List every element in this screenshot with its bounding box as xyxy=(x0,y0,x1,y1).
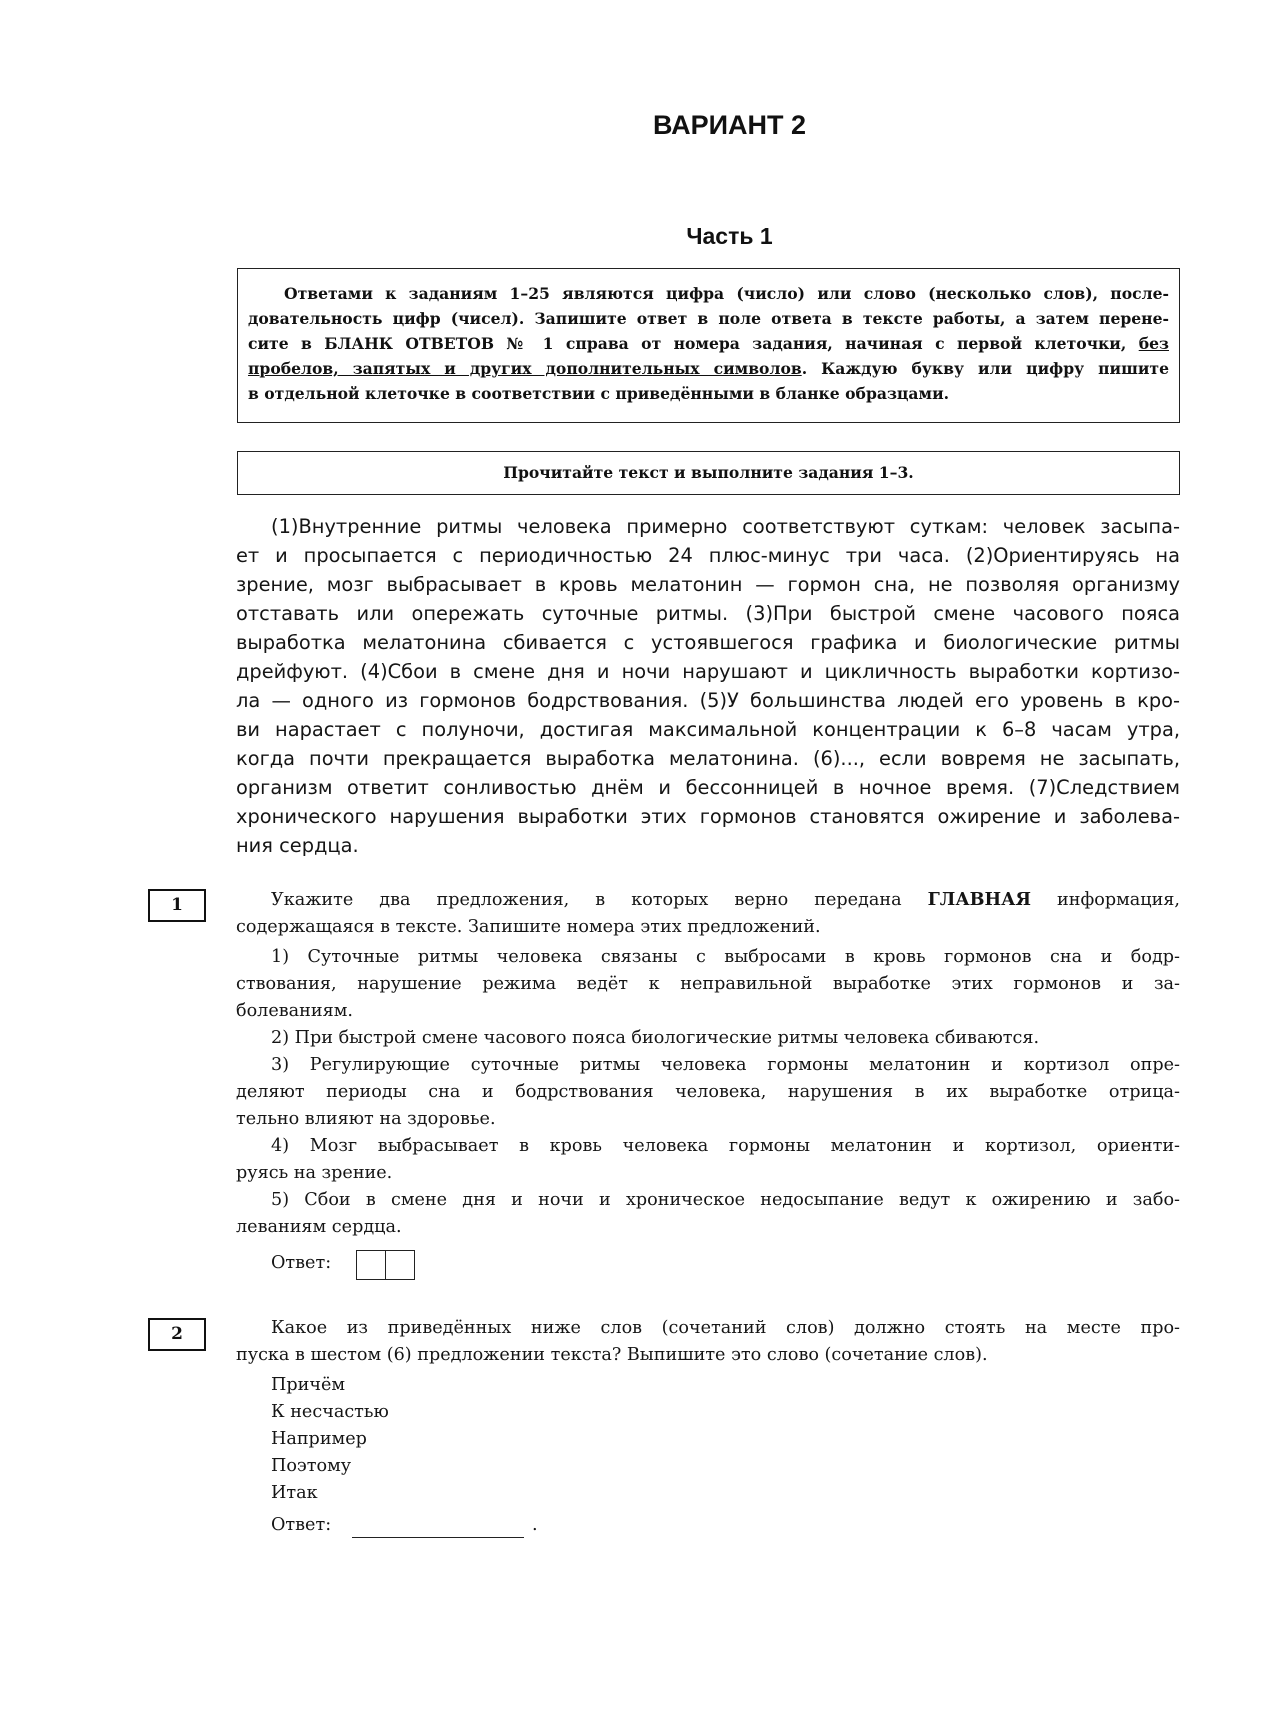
task-2-text xyxy=(236,1315,1180,1507)
task-1-option-3: 3) Регулирующие суточные ритмы человека гормоны мелатонин и кортизол опре- xyxy=(271,1055,1180,1075)
task-1-option-1: болеваниям. xyxy=(236,1001,353,1021)
task-2-option: Итак xyxy=(271,1483,318,1503)
read-instruction: Прочитайте текст и выполните задания 1–3. xyxy=(237,451,1180,495)
task-2-prompt: Какое из приведённых ниже слов (сочетаний слов) должно стоять на месте про- xyxy=(271,1318,1180,1338)
passage-line: хронического нарушения выработки этих гормонов становятся ожирение и заболева- xyxy=(236,805,1180,828)
passage-line: ви нарастает с полуночи, достигая максимальной концентрации к 6–8 часам утра, xyxy=(236,718,1180,741)
task-1-prompt-part: Укажите два предложения, в которых верно передана xyxy=(271,890,928,910)
instructions-text: сите в БЛАНК ОТВЕТОВ № 1 справа от номера задания, начиная с первой клеточки, xyxy=(248,334,1127,353)
part-title: Часть 1 xyxy=(686,223,773,249)
task-2-option: Причём xyxy=(271,1375,346,1395)
instructions-line xyxy=(248,356,1169,381)
answer-cell[interactable] xyxy=(385,1250,415,1280)
task-2-answer-label: Ответ: xyxy=(271,1515,332,1535)
instructions-underlined: без xyxy=(1138,334,1169,353)
task-1-answer-label: Ответ: xyxy=(271,1253,332,1273)
task-2-number: 2 xyxy=(148,1318,206,1351)
passage-line: выработка мелатонина сбивается с устоявшегося графика и биологические ритмы xyxy=(236,631,1180,654)
passage-text xyxy=(236,512,1180,860)
passage-line: ла — одного из гормонов бодрствования. (5)У большинства людей его уровень в кро- xyxy=(236,689,1180,712)
passage-line: когда почти прекращается выработка мелатонина. (6)..., если вовремя не засыпать, xyxy=(236,747,1180,770)
instructions-line: Ответами к заданиям 1–25 являются цифра (число) или слово (несколько слов), после- xyxy=(284,284,1169,303)
instructions-box xyxy=(237,268,1180,423)
task-1-option-1: 1) Суточные ритмы человека связаны с выбросами в кровь гормонов сна и бодр- xyxy=(271,947,1180,967)
instructions-text: . Каждую букву или цифру пишите xyxy=(801,359,1169,378)
task-2-answer-line[interactable] xyxy=(352,1537,524,1538)
task-1-prompt-part: информация, xyxy=(1031,890,1181,910)
task-1-option-3: деляют периоды сна и бодрствования человека, нарушения в их выработке отрица- xyxy=(236,1082,1180,1102)
passage-line: (1)Внутренние ритмы человека примерно соответствуют суткам: человек засыпа- xyxy=(271,515,1180,538)
task-1-option-4: 4) Мозг выбрасывает в кровь человека гормоны мелатонин и кортизол, ориенти- xyxy=(271,1136,1180,1156)
answer-cell[interactable] xyxy=(356,1250,386,1280)
instructions-line: в отдельной клеточке в соответствии с приведёнными в бланке образцами. xyxy=(248,384,950,403)
task-1-prompt-bold: ГЛАВНАЯ xyxy=(927,889,1031,910)
task-1-number: 1 xyxy=(148,889,206,922)
passage-line: отставать или опережать суточные ритмы. (3)При быстрой смене часового пояса xyxy=(236,602,1180,625)
task-2-option: Например xyxy=(271,1429,367,1449)
task-1-option-5: 5) Сбои в смене дня и ночи и хроническое недосыпание ведут к ожирению и забо- xyxy=(271,1190,1180,1210)
task-1-option-1: ствования, нарушение режима ведёт к неправильной выработке этих гормонов и за- xyxy=(236,974,1180,994)
task-1-answer-cells[interactable] xyxy=(356,1250,413,1280)
task-2-option: К несчастью xyxy=(271,1402,389,1422)
task-1-text xyxy=(236,886,1180,1241)
passage-line: зрение, мозг выбрасывает в кровь мелатонин — гормон сна, не позволяя организму xyxy=(236,573,1180,596)
task-1-prompt: содержащаяся в тексте. Запишите номера этих предложений. xyxy=(236,917,821,937)
passage-line: ния сердца. xyxy=(236,834,359,857)
task-1-option-5: леваниям сердца. xyxy=(236,1217,402,1237)
task-1-option-2: 2) При быстрой смене часового пояса биологические ритмы человека сбиваются. xyxy=(271,1028,1040,1048)
variant-title: ВАРИАНТ 2 xyxy=(652,110,807,140)
task-1-option-3: тельно влияют на здоровье. xyxy=(236,1109,496,1129)
instructions-line: довательность цифр (чисел). Запишите ответ в поле ответа в тексте работы, а затем перене- xyxy=(248,309,1169,328)
task-2-answer-end: . xyxy=(532,1515,538,1535)
instructions-line xyxy=(248,331,1169,356)
passage-line: организм ответит сонливостью днём и бессонницей в ночное время. (7)Следствием xyxy=(236,776,1180,799)
task-2-prompt: пуска в шестом (6) предложении текста? Выпишите это слово (сочетание слов). xyxy=(236,1345,988,1365)
passage-line: ет и просыпается с периодичностью 24 плюс-минус три часа. (2)Ориентируясь на xyxy=(236,544,1180,567)
passage-line: дрейфуют. (4)Сбои в смене дня и ночи нарушают и цикличность выработки кортизо- xyxy=(236,660,1180,683)
task-1-prompt xyxy=(236,886,1180,914)
task-1-option-4: руясь на зрение. xyxy=(236,1163,393,1183)
task-2-option: Поэтому xyxy=(271,1456,352,1476)
instructions-underlined: пробелов, запятых и других дополнительных символов xyxy=(248,359,802,378)
